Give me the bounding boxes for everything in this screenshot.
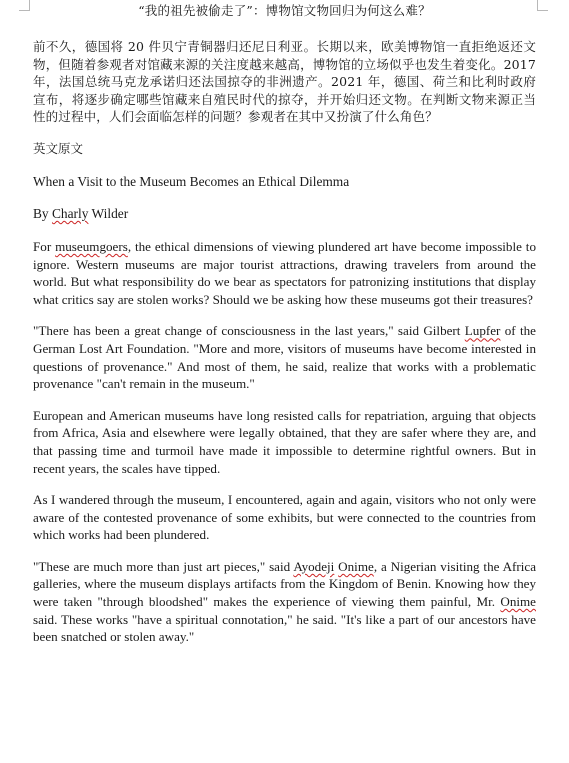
p5-spellcheck-word-2: Onime	[338, 558, 374, 574]
byline	[33, 206, 536, 222]
byline-prefix: By	[33, 205, 52, 221]
p5-text-a: "These are much more than just art pieces," said	[33, 558, 294, 574]
paragraph-4: As I wandered through the museum, I encountered, again and again, visitors who not only were aware of the contested provenance of some exhibits, but were connected to the countries from which works had been plundered.	[33, 492, 536, 543]
p5-text-g: said. These works "have a spiritual connotation," he said. "It's like a part of our ancestors have been snatched or stolen away."	[33, 611, 536, 645]
author-last-name: Wilder	[88, 205, 129, 221]
author-first-name: Charly	[51, 205, 89, 221]
page-corner-mark-left	[19, 0, 30, 11]
paragraph-2	[33, 322, 536, 392]
p5-spellcheck-word-3: Onime	[500, 594, 536, 610]
paragraph-3: European and American museums have long resisted calls for repatriation, arguing that objects from Africa, Asia and elsewhere were legally obtained, that they are safer where they are, and that passing time and turmoil have made it impossible to determine rightful owners. But in recent years, the scales have tipped.	[33, 407, 536, 476]
p2-text-c: of the German Lost Art Foundation. "More and more, visitors of museums have become interested in questions of provenance." And most of them, he said, realize that works with a problematic provenance "can't remain in the museum."	[33, 323, 536, 392]
document-body	[33, 2, 536, 660]
original-text-label: 英文原文	[33, 140, 84, 156]
p1-text-a: For	[33, 238, 56, 254]
document-title: “我的祖先被偷走了”：博物馆文物回归为何这么难？	[138, 3, 431, 18]
chinese-intro-paragraph: 前不久，德国将 20 件贝宁青铜器归还尼日利亚。长期以来，欧美博物馆一直拒绝返还文物，但随着参观者对馆藏来源的关注度越来越高，博物馆的立场似乎也发生着变化。2017 年，法国总统马克龙承诺归还法国掠夺的非洲遗产。2021 年，德国、荷兰和比利时政府宣布，将逐步确定哪些馆藏来自殖民时代的掠夺，并开始归还文物。在判断文物来源正当性的过程中，人们会面临怎样的问题？参观者在其中又扮演了什么角色？	[33, 39, 536, 125]
paragraph-1	[33, 238, 536, 308]
p2-spellcheck-word: Lupfer	[464, 323, 501, 339]
p5-text-e: , a Nigerian visiting the Africa galleries, where the museum displays artifacts from the Kingdom of Benin. Knowing how they were taken "through bloodshed" makes the experience of viewing them painful, Mr.	[33, 558, 537, 610]
p2-text-a: "There has been a great change of consciousness in the last years," said Gilbert	[33, 323, 465, 339]
p5-spellcheck-word-1: Ayodeji	[293, 558, 335, 574]
article-title: When a Visit to the Museum Becomes an Ethical Dilemma	[33, 173, 350, 189]
page-corner-mark-right	[537, 0, 548, 11]
p1-spellcheck-word: museumgoers	[55, 238, 128, 254]
p1-text-c: , the ethical dimensions of viewing plundered art have become impossible to ignore. Western museums are major tourist attractions, drawing travelers from around the world. But what responsibility do we bear as spectators for patronizing institutions that display what critics say are stolen works? Should we be asking how these museums got their treasures?	[33, 238, 536, 307]
paragraph-5	[33, 558, 536, 646]
